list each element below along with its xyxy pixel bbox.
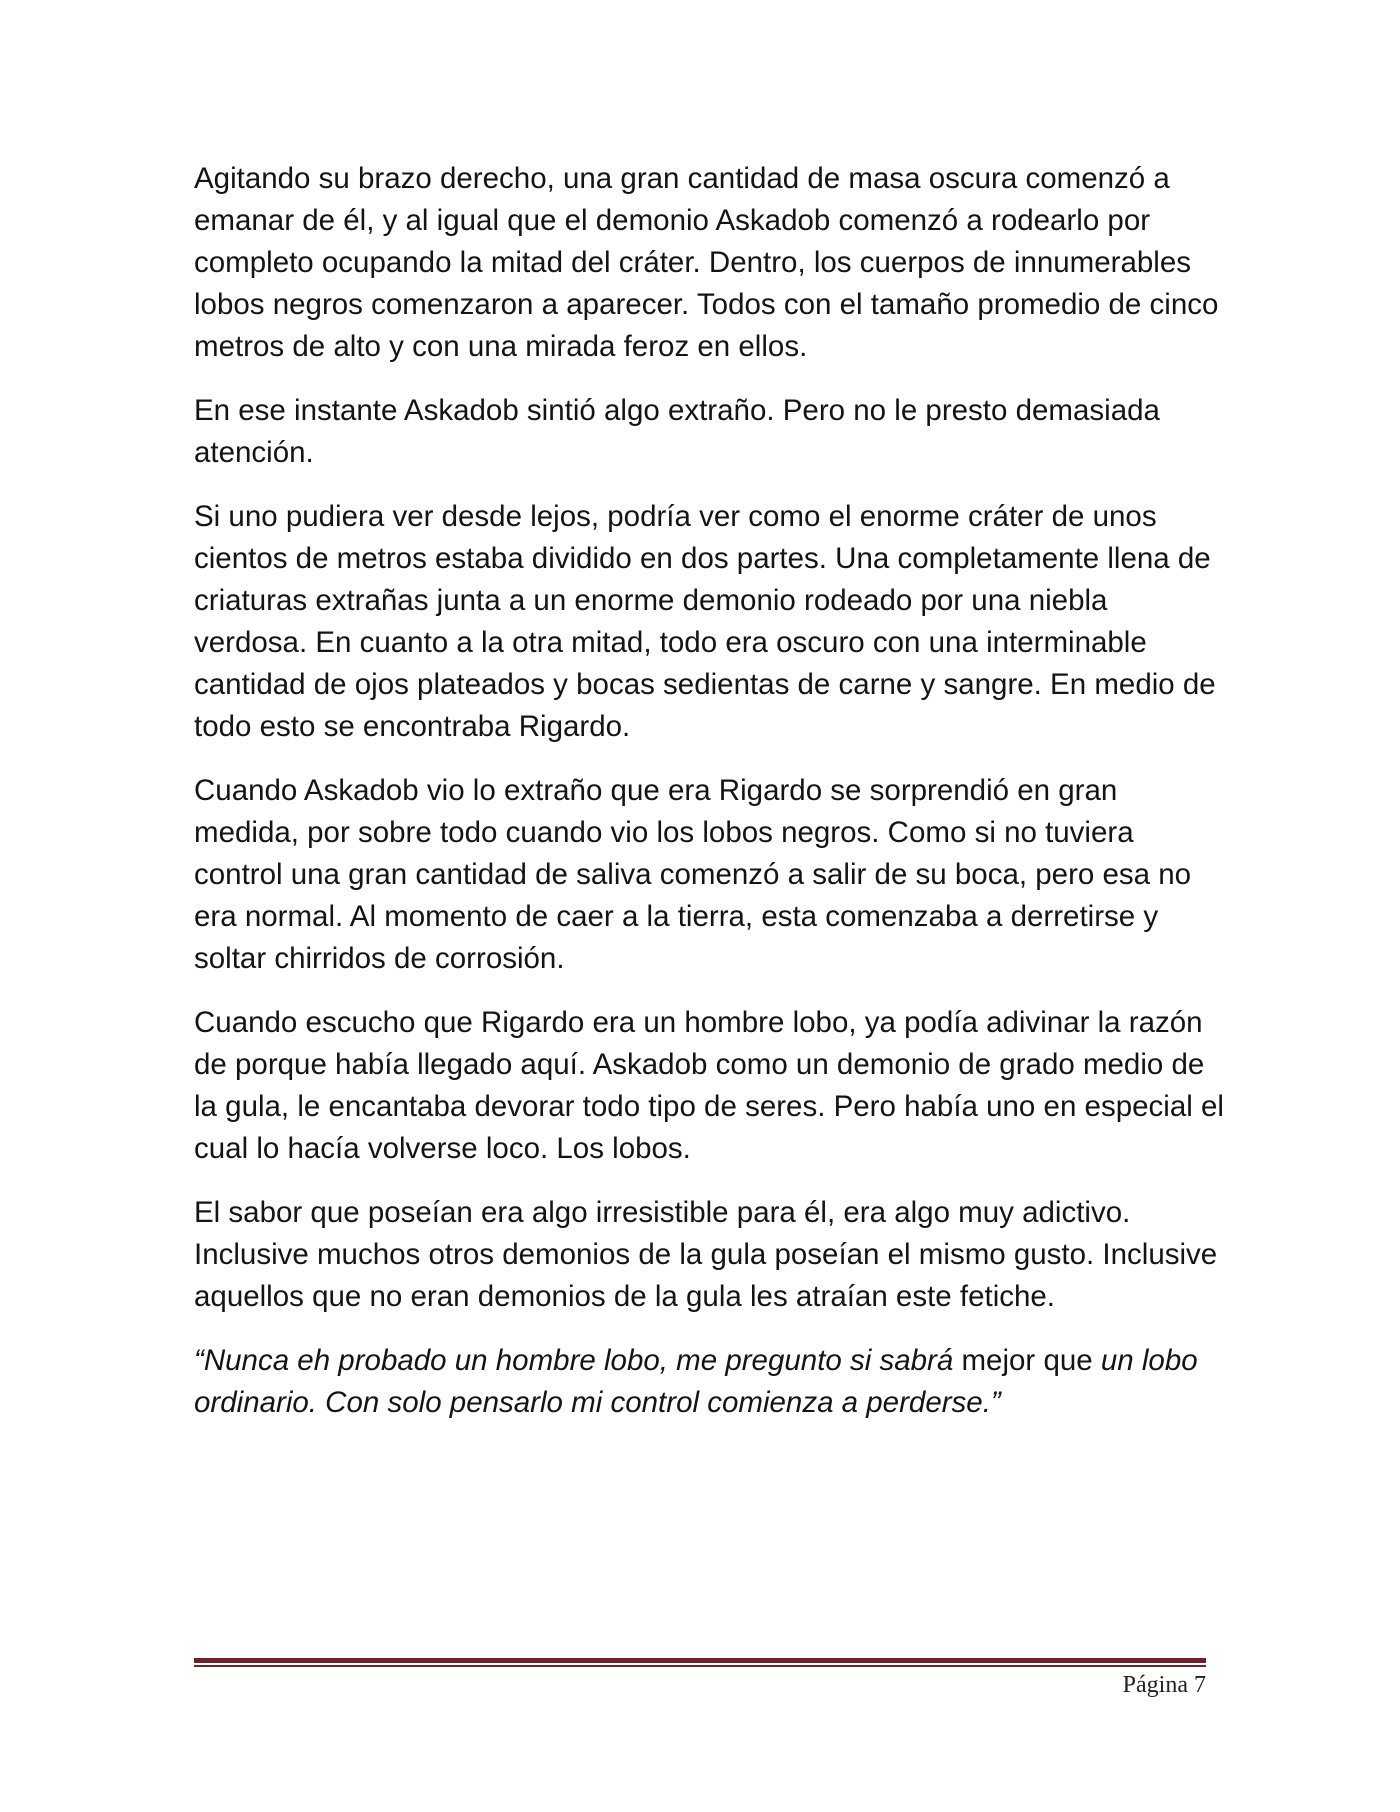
- quote-normal-mid: mejor que: [953, 1344, 1101, 1377]
- paragraph-2: En ese instante Askadob sintió algo extraño. Pero no le presto demasiada atención.: [194, 394, 1160, 469]
- quote-paragraph: [194, 1340, 1224, 1424]
- footer-divider: [194, 1658, 1206, 1667]
- quote-italic-start: “Nunca eh probado un hombre lobo, me pregunto si sabrá: [194, 1344, 954, 1377]
- paragraph-1: Agitando su brazo derecho, una gran cantidad de masa oscura comenzó a emanar de él, y al igual que el demonio Askadob comenzó a rodearlo por completo ocupando la mitad del cráter. Dentro, los cuerpos de innumerables lobos negros comenzaron a aparecer. Todos con el tamaño promedio de cinco metros de alto y con una mirada feroz en ellos.: [194, 162, 1219, 363]
- paragraph-4: Cuando Askadob vio lo extraño que era Rigardo se sorprendió en gran medida, por sobre todo cuando vio los lobos negros. Como si no tuviera control una gran cantidad de saliva comenzó a salir de su boca, pero esa no era normal. Al momento de caer a la tierra, esta comenzaba a derretirse y soltar chirridos de corrosión.: [194, 774, 1192, 975]
- paragraph-3: Si uno pudiera ver desde lejos, podría ver como el enorme cráter de unos cientos de metros estaba dividido en dos partes. Una completamente llena de criaturas extrañas junta a un enorme demonio rodeado por una niebla verdosa. En cuanto a la otra mitad, todo era oscuro con una interminable cantidad de ojos plateados y bocas sedientas de carne y sangre. En medio de todo esto se encontraba Rigardo.: [194, 500, 1216, 743]
- quote-italic-end: un lobo ordinario. Con solo pensarlo mi control comienza a perderse.”: [194, 1344, 1198, 1419]
- paragraph-5: Cuando escucho que Rigardo era un hombre lobo, ya podía adivinar la razón de porque había llegado aquí. Askadob como un demonio de grado medio de la gula, le encantaba devorar todo tipo de seres. Pero había uno en especial el cual lo hacía volverse loco. Los lobos.: [194, 1006, 1224, 1165]
- page-number: Página 7: [1122, 1672, 1206, 1698]
- body-text: [194, 158, 1224, 1446]
- paragraph-6: El sabor que poseían era algo irresistible para él, era algo muy adictivo. Inclusive muchos otros demonios de la gula poseían el mismo gusto. Inclusive aquellos que no eran demonios de la gula les atraían este fetiche.: [194, 1196, 1218, 1313]
- footer-divider-thick: [194, 1658, 1206, 1663]
- footer-divider-thin: [194, 1665, 1206, 1667]
